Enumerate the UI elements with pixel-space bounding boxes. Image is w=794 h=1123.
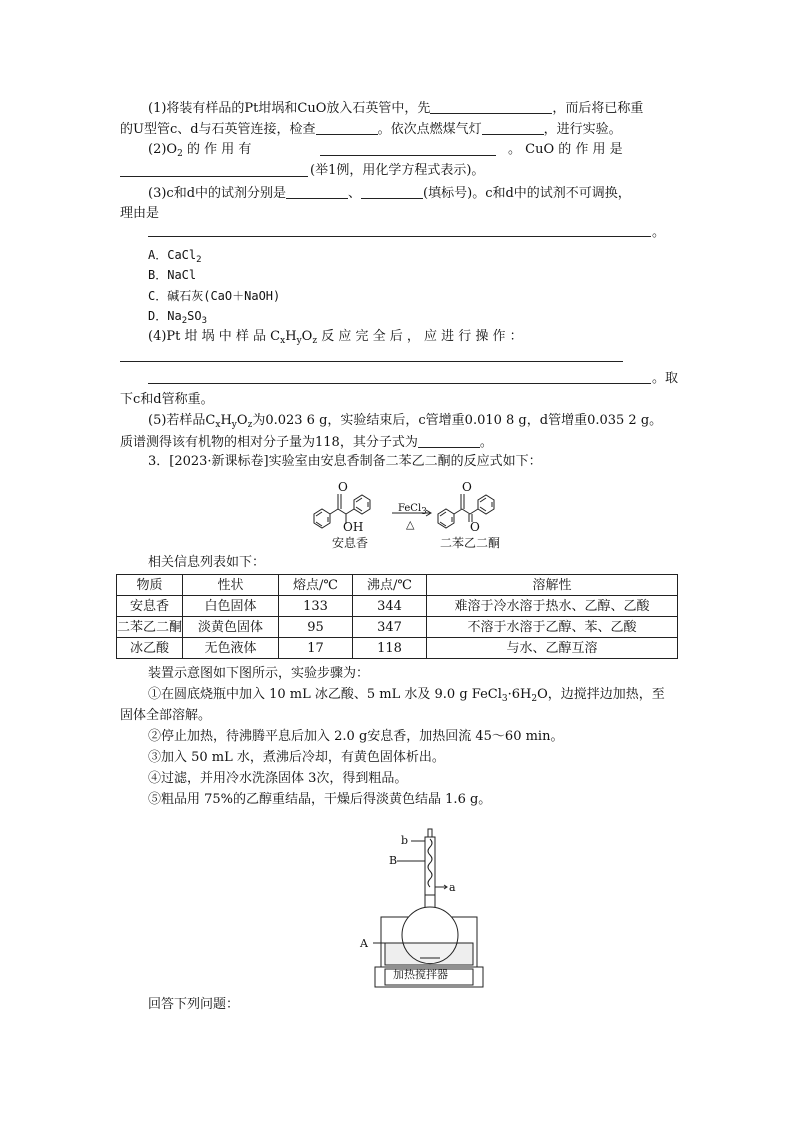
q5-line1 xyxy=(148,412,662,434)
q5-line2 xyxy=(120,433,493,452)
q5-text-b: 为0.023 6 g，实验结束后，c管增重0.010 8 g，d管增重0.035 2 g。 xyxy=(252,413,663,428)
q4-sub-z: z xyxy=(312,336,318,346)
option-d-rest: SO xyxy=(187,309,202,323)
heat-symbol xyxy=(406,516,414,534)
answer-blank[interactable] xyxy=(316,120,378,135)
step-1-text-b: ·6H xyxy=(507,687,532,702)
q4-end-text: 。取 xyxy=(652,371,679,386)
q5-sub-x: x xyxy=(215,420,221,430)
q1-text-d: 。依次点燃煤气灯 xyxy=(377,122,482,137)
answer-blank[interactable] xyxy=(418,433,480,448)
table-cell: 难溶于冷水溶于热水、乙醇、乙酸 xyxy=(427,596,678,617)
option-a-text: A．CaCl xyxy=(148,248,197,262)
q2-text-a: (2)O xyxy=(148,142,178,157)
reactant-name xyxy=(332,534,368,552)
product-name-text: 二苯乙二酮 xyxy=(440,536,501,550)
q5-text-d: 。 xyxy=(479,435,493,450)
option-b-text: B．NaCl xyxy=(148,268,197,282)
q2-line1-end xyxy=(508,141,623,159)
product-name xyxy=(440,534,500,552)
steps-intro-text: 装置示意图如下图所示，实验步骤为： xyxy=(148,666,370,681)
q4-text-b: 反 应 完 全 后 ， 应 进 行 操 作 ： xyxy=(317,329,523,344)
answer-line[interactable] xyxy=(148,383,651,384)
table-cell: 118 xyxy=(353,638,427,659)
reagent-text: FeCl xyxy=(398,503,422,514)
properties-table xyxy=(116,574,678,659)
label-A xyxy=(360,935,368,953)
oh-text: OH xyxy=(343,520,364,534)
benzil-structure xyxy=(438,494,494,528)
table-cell: 淡黄色固体 xyxy=(183,617,279,638)
option-d-text: D．Na xyxy=(148,309,182,323)
q2-text-c: 。 CuO 的 作 用 是 xyxy=(508,142,623,157)
q1-text-e: ，进行实验。 xyxy=(543,122,622,137)
q4-line4 xyxy=(120,391,214,409)
q2-line1: $(2)O_2$ 的 作 用 有 xyxy=(148,142,252,159)
q3-reason-label: 理由是 xyxy=(120,206,160,221)
stirrer-label xyxy=(393,966,448,984)
label-A-text: A xyxy=(360,937,368,950)
q4-line3-end xyxy=(652,370,678,388)
reactant-name-text: 安息香 xyxy=(332,536,369,550)
option-c xyxy=(148,287,280,305)
answer-blank[interactable] xyxy=(430,99,552,114)
q1-line1 xyxy=(148,99,643,118)
q3-text-b: 、 xyxy=(348,186,362,201)
stirrer-label-text: 加热搅拌器 xyxy=(393,968,448,981)
table-cell: 133 xyxy=(279,596,353,617)
step-1-sub-b: 2 xyxy=(531,694,538,704)
step-5 xyxy=(148,791,491,809)
table-cell: 二苯乙二酮 xyxy=(117,617,183,638)
steps-intro xyxy=(148,665,369,683)
label-B xyxy=(389,852,397,870)
table-header: 溶解性 xyxy=(427,575,678,596)
table-header: 性状 xyxy=(183,575,279,596)
o-text: O xyxy=(470,520,480,534)
q4-line1 xyxy=(148,328,523,350)
answer-blank[interactable] xyxy=(482,120,544,135)
question-3-title-text: 3．[2023·新课标卷]实验室由安息香制备二苯乙二酮的反应式如下： xyxy=(148,454,542,469)
table-cell: 白色固体 xyxy=(183,596,279,617)
carbonyl-o-label xyxy=(338,478,348,496)
table-header-row xyxy=(117,575,678,596)
q5-sub-y: y xyxy=(231,420,237,430)
q4-sub-y: y xyxy=(296,336,302,346)
step-1-cont xyxy=(120,707,211,725)
table-header: 熔点/℃ xyxy=(279,575,353,596)
q1-text-b: ，而后将已称重 xyxy=(552,101,644,116)
q3-text-a: (3)c和d中的试剂分别是 xyxy=(148,186,287,201)
o-text: O xyxy=(462,480,472,494)
table-intro xyxy=(148,554,265,572)
table-cell: 无色液体 xyxy=(183,638,279,659)
step-2 xyxy=(148,728,563,746)
q4-text-c: 下c和d管称重。 xyxy=(120,392,214,407)
q2-line2 xyxy=(310,162,484,180)
q4-text-a: (4)Pt 坩 埚 中 样 品 C xyxy=(148,329,281,344)
option-d-sub1: 2 xyxy=(181,316,188,326)
table-cell: 安息香 xyxy=(117,596,183,617)
table-cell: 95 xyxy=(279,617,353,638)
option-b xyxy=(148,266,196,284)
answer-line[interactable] xyxy=(120,361,623,362)
label-a xyxy=(449,879,456,897)
table-header: 沸点/℃ xyxy=(353,575,427,596)
q5-text-a: (5)若样品C xyxy=(148,413,216,428)
carbonyl-o-label xyxy=(462,478,472,496)
step-1-text-d: 固体全部溶解。 xyxy=(120,708,212,723)
table-row xyxy=(117,617,678,638)
q2-text-b: 的 作 用 有 xyxy=(182,142,252,157)
step-3-text: ③加入 50 mL 水，煮沸后冷却，有黄色固体析出。 xyxy=(148,750,445,765)
label-B-text: B xyxy=(389,854,398,867)
option-d xyxy=(148,307,207,330)
q4-o: O xyxy=(301,329,313,344)
q2-text-d: (举1例，用化学方程式表示)。 xyxy=(310,163,485,178)
label-b-text: b xyxy=(401,834,409,847)
answer-blank[interactable] xyxy=(361,184,423,199)
q5-sub-z: z xyxy=(247,420,253,430)
label-b xyxy=(401,832,408,850)
q5-h: H xyxy=(220,413,232,428)
table-row xyxy=(117,638,678,659)
closing-prompt xyxy=(148,996,239,1014)
table-cell: 不溶于水溶于乙醇、苯、乙酸 xyxy=(427,617,678,638)
closing-text: 回答下列问题： xyxy=(148,997,240,1012)
q3-line2 xyxy=(120,205,159,223)
table-row xyxy=(117,596,678,617)
o-text: O xyxy=(338,480,348,494)
q3-line1 xyxy=(148,184,631,203)
step-2-text: ②停止加热，待沸腾平息后加入 2.0 g安息香，加热回流 45～60 min。 xyxy=(148,729,564,744)
table-cell: 17 xyxy=(279,638,353,659)
option-c-text: C．碱石灰(CaO＋NaOH) xyxy=(148,289,281,303)
q4-h: H xyxy=(285,329,297,344)
answer-line[interactable] xyxy=(148,236,651,237)
step-4-text: ④过滤，并用冷水洗涤固体 3次，得到粗品。 xyxy=(148,771,408,786)
option-d-sub2: 3 xyxy=(201,316,207,326)
table-cell: 冰乙酸 xyxy=(117,638,183,659)
step-1-sub-a: 3 xyxy=(501,694,508,704)
condenser-coil xyxy=(428,839,432,887)
q1-line2 xyxy=(120,120,622,139)
q3-end-mark: 。 xyxy=(652,225,666,240)
table-cell: 344 xyxy=(353,596,427,617)
question-3-title xyxy=(148,453,542,471)
q4-sub-x: x xyxy=(280,336,286,346)
q5-o: O xyxy=(236,413,248,428)
step-1-text-a: ①在圆底烧瓶中加入 10 mL 冰乙酸、5 mL 水及 9.0 g FeCl xyxy=(148,687,502,702)
step-1 xyxy=(148,686,665,708)
table-header: 物质 xyxy=(117,575,183,596)
option-a-sub: 2 xyxy=(196,255,202,265)
step-3 xyxy=(148,749,445,767)
condenser-top xyxy=(428,829,432,837)
q3-text-c: (填标号)。c和d中的试剂不可调换， xyxy=(423,186,631,201)
heat-text: △ xyxy=(406,518,415,531)
table-intro-text: 相关信息列表如下： xyxy=(148,555,266,570)
step-5-text: ⑤粗品用 75%的乙醇重结晶，干燥后得淡黄色结晶 1.6 g。 xyxy=(148,792,492,807)
step-4 xyxy=(148,770,407,788)
q5-text-c: 质谱测得该有机物的相对分子量为118，其分子式为 xyxy=(120,435,418,450)
table-cell: 347 xyxy=(353,617,427,638)
q3-end xyxy=(652,224,665,242)
answer-blank[interactable] xyxy=(286,184,348,199)
answer-blank[interactable] xyxy=(320,141,496,156)
table-cell: 与水、乙醇互溶 xyxy=(427,638,678,659)
answer-blank[interactable] xyxy=(120,162,308,177)
reagent-sub: 3 xyxy=(421,507,427,517)
label-a-text: a xyxy=(449,881,456,894)
q1-text-c: 的U型管c、d与石英管连接，检查 xyxy=(120,122,316,137)
q1-text-a: (1)将装有样品的Pt坩埚和CuO放入石英管中，先 xyxy=(148,101,431,116)
step-1-text-c: O，边搅拌边加热，至 xyxy=(537,687,665,702)
